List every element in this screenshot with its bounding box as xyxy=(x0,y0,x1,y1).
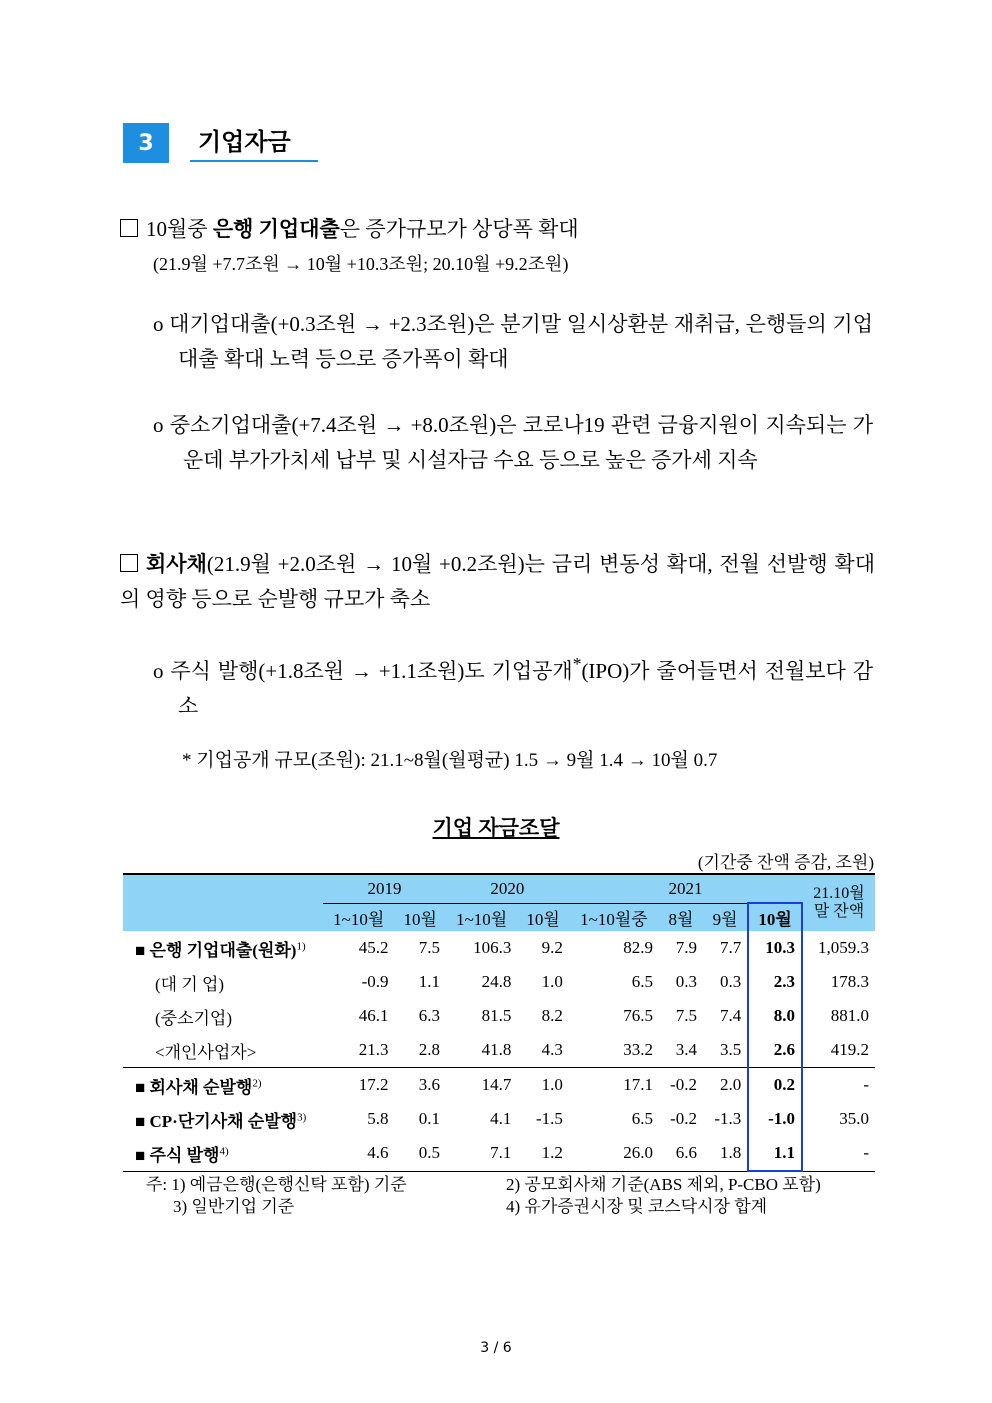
subheader: 8월 xyxy=(659,903,703,931)
cell: 81.5 xyxy=(481,1006,512,1025)
table-row xyxy=(123,1136,875,1171)
year-header: 2019 xyxy=(323,874,446,903)
table-row xyxy=(123,1033,875,1068)
cell: 45.2 xyxy=(358,938,389,957)
cell: 106.3 xyxy=(473,938,512,957)
cell: 7.1 xyxy=(490,1143,512,1163)
cell: 419.2 xyxy=(830,1040,869,1059)
cell: 7.9 xyxy=(675,938,698,957)
corporate-funding-table xyxy=(123,873,875,1172)
row-label: ■ CP·단기사채 순발행$^{3)}$ xyxy=(135,1110,307,1131)
cell: 6.5 xyxy=(631,1109,653,1128)
table-title: 기업 자금조달 xyxy=(432,816,560,840)
cell: 2.6 xyxy=(748,1033,802,1068)
cell: 0.1 xyxy=(418,1109,440,1128)
cell: 7.4 xyxy=(719,1006,742,1025)
cell: -1.3 xyxy=(714,1109,742,1128)
paragraph-bank-loans-sub: (21.9월 +7.7조원 → 10월 +10.3조원; 20.10월 +9.2조원) xyxy=(153,254,569,274)
cell: 5.8 xyxy=(367,1109,389,1128)
subheader: 10월 xyxy=(517,903,568,931)
cell: 76.5 xyxy=(623,1006,653,1025)
cell: 0.3 xyxy=(719,972,742,991)
cell: 7.7 xyxy=(719,938,742,957)
cell: 6.3 xyxy=(418,1006,440,1025)
footnote: 2) 공모회사채 기준(ABS 제외, P-CBO 포함) xyxy=(506,1175,821,1194)
cell: 2.3 xyxy=(748,965,802,999)
section-number: 3 xyxy=(123,123,169,163)
cell: 2.8 xyxy=(418,1040,440,1059)
table-row xyxy=(123,1102,875,1136)
paragraph-stocks: o 주식 발행(+1.8조원 → +1.1조원)도 기업공개*(IPO)가 줄어들면서 전월보다 감소 xyxy=(153,654,873,718)
cell: 3.6 xyxy=(394,1068,445,1103)
table-row xyxy=(123,965,875,999)
footnote: 3) 일반기업 기준 xyxy=(173,1197,295,1216)
cell: 0.2 xyxy=(748,1068,802,1103)
cell: 7.5 xyxy=(675,1006,698,1025)
cell: 1.0 xyxy=(541,972,563,991)
cell: 3.5 xyxy=(719,1040,742,1059)
row-label: ■ 주식 발행$^{4)}$ xyxy=(135,1145,229,1165)
cell: 178.3 xyxy=(830,972,869,991)
cell: -0.9 xyxy=(361,972,389,991)
cell: 7.5 xyxy=(418,938,440,957)
row-label: <개인사업자> xyxy=(155,1042,257,1062)
table-row xyxy=(123,1068,875,1103)
cell: 4.3 xyxy=(541,1040,563,1059)
cell: 4.6 xyxy=(367,1143,389,1163)
footnote: 4) 유가증권시장 및 코스닥시장 합계 xyxy=(506,1197,768,1216)
row-label: (대 기 업) xyxy=(155,974,225,994)
checkbox-bullet-icon xyxy=(120,219,138,237)
cell: 35.0 xyxy=(839,1109,869,1128)
subheader: 1~10월 xyxy=(323,903,394,931)
cell: 4.1 xyxy=(490,1109,512,1128)
row-label: ■ 회사채 순발행$^{2)}$ xyxy=(123,1068,323,1103)
cell: 8.2 xyxy=(541,1006,563,1025)
subheader: 1~10월 xyxy=(446,903,517,931)
cell: 10.3 xyxy=(748,931,802,965)
cell: 0.5 xyxy=(418,1143,440,1163)
cell: 881.0 xyxy=(830,1006,869,1025)
section-title: 기업자금 xyxy=(190,122,318,162)
cell: 33.2 xyxy=(623,1040,653,1059)
subheader: 1~10월중 xyxy=(569,903,659,931)
year-header: 2021 xyxy=(569,874,802,903)
cell: 1.0 xyxy=(517,1068,568,1103)
subheader-highlight: 10월 xyxy=(748,903,802,931)
cell: 24.8 xyxy=(481,972,512,991)
cell: 1.2 xyxy=(541,1143,563,1163)
subheader: 9월 xyxy=(703,903,748,931)
cell: -1.0 xyxy=(748,1102,802,1136)
subheader: 10월 xyxy=(394,903,445,931)
paragraph-corp-bonds: 회사채(21.9월 +2.0조원 → 10월 +0.2조원)는 금리 변동성 확대, 전월 선발행 확대의 영향 등으로 순발행 규모가 축소 xyxy=(120,552,875,611)
cell: 41.8 xyxy=(481,1040,512,1059)
cell: 14.7 xyxy=(446,1068,517,1103)
table-row xyxy=(123,931,875,965)
checkbox-bullet-icon xyxy=(120,554,138,572)
table-row xyxy=(123,999,875,1033)
cell: - xyxy=(802,1068,875,1103)
row-label: ■ 은행 기업대출(원화)$^{1)}$ xyxy=(135,939,306,960)
cell: 3.4 xyxy=(675,1040,698,1059)
cell: -0.2 xyxy=(659,1068,703,1103)
cell: 8.0 xyxy=(748,999,802,1033)
cell: 17.2 xyxy=(323,1068,394,1103)
cell: 1.1 xyxy=(418,972,440,991)
page-number: 3 / 6 xyxy=(480,1340,512,1356)
cell: 26.0 xyxy=(623,1143,653,1163)
cell: 6.6 xyxy=(675,1143,698,1163)
table-unit: (기간중 잔액 증감, 조원) xyxy=(697,853,874,872)
cell: - xyxy=(863,1143,869,1163)
year-header: 2020 xyxy=(446,874,569,903)
cell: 9.2 xyxy=(541,938,563,957)
cell: 17.1 xyxy=(569,1068,659,1103)
cell: 1.8 xyxy=(719,1143,742,1163)
ipo-note: * 기업공개 규모(조원): 21.1~8월(월평균) 1.5 → 9월 1.4 → 10월 0.7 xyxy=(182,750,718,771)
balance-header: 21.10월말 잔액 xyxy=(802,874,875,931)
cell: 82.9 xyxy=(623,938,653,957)
footnote: 주: 1) 예금은행(은행신탁 포함) 기준 xyxy=(146,1175,407,1194)
cell: 2.0 xyxy=(703,1068,748,1103)
cell: 0.3 xyxy=(675,972,698,991)
cell: -0.2 xyxy=(670,1109,698,1128)
paragraph-large-firms: o 대기업대출(+0.3조원 → +2.3조원)은 분기말 일시상환분 재취급, 은행들의 기업대출 확대 노력 등으로 증가폭이 확대 xyxy=(153,312,873,371)
cell: 6.5 xyxy=(631,972,653,991)
cell: 46.1 xyxy=(358,1006,389,1025)
paragraph-bank-loans: 10월중 은행 기업대출은 증가규모가 상당폭 확대 xyxy=(120,212,880,247)
cell: 1,059.3 xyxy=(818,938,869,957)
cell: 1.1 xyxy=(748,1136,802,1171)
cell: -1.5 xyxy=(535,1109,563,1128)
cell: 21.3 xyxy=(358,1040,389,1059)
paragraph-sme: o 중소기업대출(+7.4조원 → +8.0조원)은 코로나19 관련 금융지원이 지속되는 가운데 부가가치세 납부 및 시설자금 수요 등으로 높은 증가세 지속 xyxy=(153,413,873,472)
row-label: (중소기업) xyxy=(155,1008,233,1028)
